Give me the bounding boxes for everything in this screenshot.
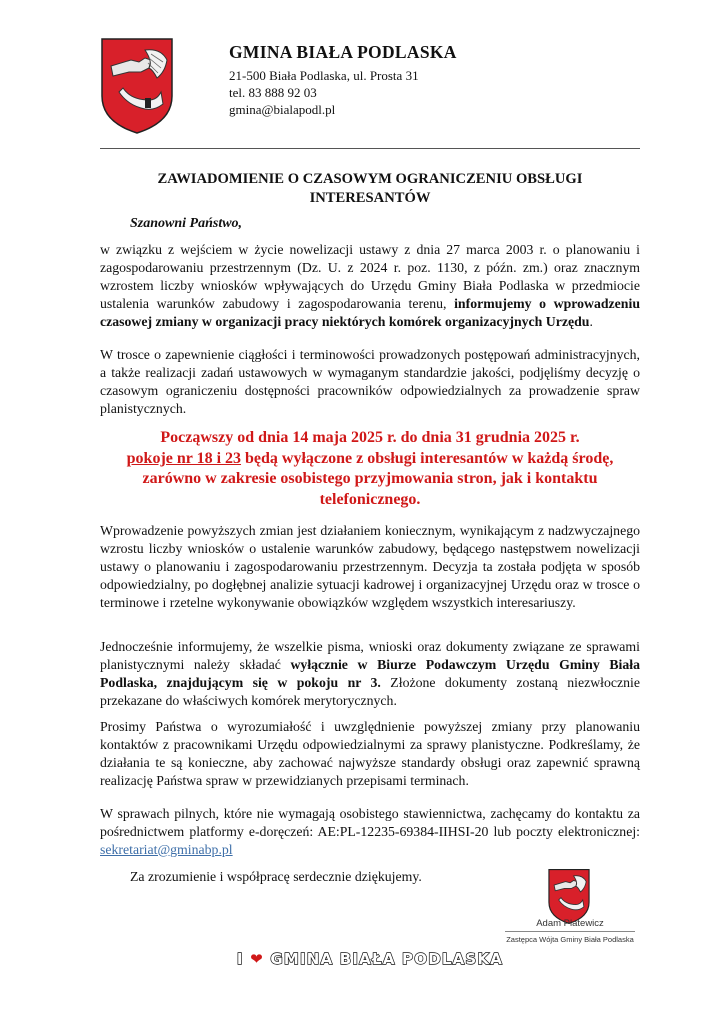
p1-text: w związku z wejściem w życie nowelizacji ustawy z dnia 27 marca 2003 r. o planowaniu i zagospodarowaniu przestrzennym (Dz. U. z 2024 r. poz. 1130, z późn. zm.) oraz znacznym wzrostem liczby wniosków wpływających do Urzędu Gminy Biała Podlaska w przedmiocie ustalenia warunków zabudowy i zagospodarowania terenu, [100,242,640,311]
paragraph-4 [100,638,640,710]
header-divider [100,148,640,149]
paragraph-5: Prosimy Państwa o wyrozumiałość i uwzględnienie powyższej zmiany przy planowaniu kontaktów z pracownikami Urzędu odpowiedzialnymi za sprawy planistyczne. Podkreślamy, że działania te są konieczne, aby zachować najwyższe standardy obsługi oraz zapewnić sprawną realizację Państwa spraw w przewidzianych przepisami terminach. [100,719,640,788]
signature-role: Zastępca Wójta Gminy Biała Podlaska [506,935,634,944]
highlight-notice [100,428,640,510]
p1-end: . [589,313,593,329]
paragraph-2: W trosce o zapewnienie ciągłości i terminowości prowadzonych postępowań administracyjnych, a także realizacji zadań ustawowych w wymaganym standardzie jakości, podjęliśmy decyzję o czasowym ograniczeniu dostępności pracowników odpowiedzialnych za prowadzenie spraw planistycznych. [100,347,640,416]
email-link[interactable]: sekretariat@gminabp.pl [100,841,233,857]
highlight-rooms: pokoje nr 18 i 23 [126,449,242,467]
p4-text: Jednocześnie informujemy, że wszelkie pisma, wnioski oraz dokumenty związane ze sprawami planistycznymi należy składać [100,639,640,672]
document-title [100,170,640,208]
p4-bold: wyłącznie w Biurze Podawczym Urzędu Gminy Biała Podlaska, znajdującym się w pokoju nr 3. [100,656,640,690]
title-line-1: ZAWIADOMIENIE O CZASOWYM OGRANICZENIU OBSŁUGI [157,171,583,187]
signature-name: Adam Platewicz [536,918,604,929]
salutation: Szanowni Państwo, [130,216,243,231]
p4-end: Złożone dokumenty zostaną niezwłocznie przekazane do właściwych komórek merytorycznych. [100,674,640,708]
phone: tel. 83 888 92 03 [229,85,317,100]
paragraph-6 [100,805,640,859]
email[interactable]: gmina@bialapodl.pl [229,102,336,117]
org-name: GMINA BIAŁA PODLASKA [229,42,457,62]
title-line-2: INTERESANTÓW [309,190,431,206]
closing-line: Za zrozumienie i współpracę serdecznie dziękujemy. [130,869,422,884]
heart-icon: ❤ [250,950,264,968]
signature-divider [505,931,635,932]
paragraph-1 [100,241,640,331]
footer-slogan [100,950,640,968]
highlight-line-1: Począwszy od dnia 14 maja 2025 r. do dnia 31 grudnia 2025 r. [160,429,580,446]
p1-bold: informujemy o wprowadzeniu czasowej zmiany w organizacji pracy niektórych komórek organizacyjnych Urzędu [100,295,640,329]
paragraph-3: Wprowadzenie powyższych zmian jest działaniem koniecznym, wynikającym z nadzwyczajnego wzrostu liczby wniosków o ustalenie warunków zabudowy, będącego następstwem nowelizacji ustawy o planowaniu i zagospodarowaniu przestrzennym. Decyzja ta została podjęta w sposób odpowiedzialny, po dogłębnej analizie sytuacji kadrowej i organizacyjnej Urzędu oraz w trosce o terminowe i rzetelne wykonywanie obowiązków względem wszystkich interesariuszy. [100,523,640,610]
signature-crest-logo [548,869,590,924]
coat-of-arms-logo [101,38,173,134]
footer-before: I [236,950,244,968]
highlight-rest: będą wyłączone z obsługi interesantów w każdą środę, zarówno w zakresie osobistego przyjmowania stron, jak i kontaktu telefonicznego. [142,449,614,508]
footer-after: GMINA BIAŁA PODLASKA [270,950,504,968]
p6-text: W sprawach pilnych, które nie wymagają osobistego stawiennictwa, zachęcamy do kontaktu za pośrednictwem platformy e-doręczeń: AE:PL-12235-69384-IIHSI-20 lub poczty elektronicznej: [100,806,640,839]
address: 21-500 Biała Podlaska, ul. Prosta 31 [229,68,419,83]
